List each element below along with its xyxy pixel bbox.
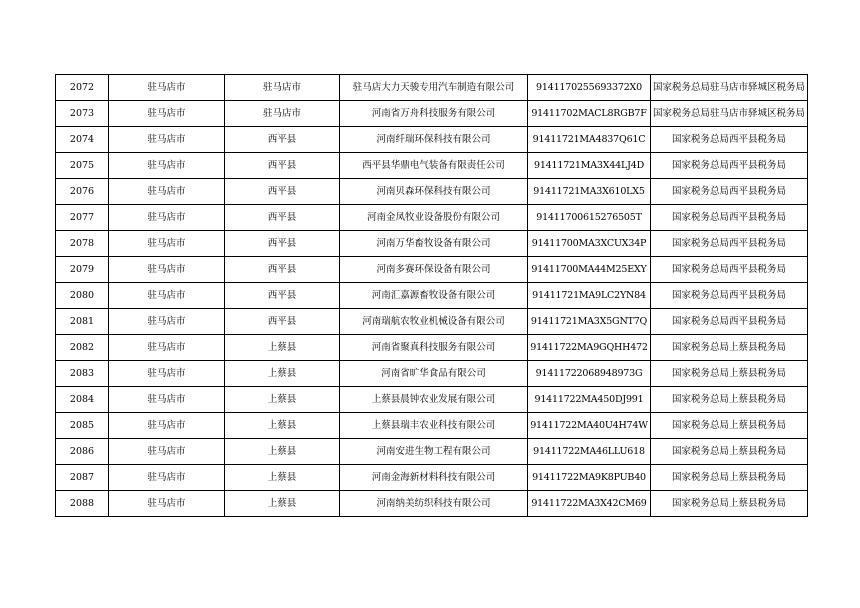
- tax-office-cell: 国家税务总局西平县税务局: [651, 127, 808, 153]
- city-cell: 驻马店市: [109, 465, 225, 491]
- company-name-cell: 上蔡县晨钟农业发展有限公司: [340, 387, 528, 413]
- table-row: [56, 465, 808, 491]
- credit-code-cell: 91411722068948973G: [528, 361, 651, 387]
- tax-office-cell: 国家税务总局西平县税务局: [651, 179, 808, 205]
- city-cell: 驻马店市: [109, 75, 225, 101]
- company-name-cell: 河南省万舟科技服务有限公司: [340, 101, 528, 127]
- row-number-cell: 2081: [56, 309, 109, 335]
- company-name-cell: 河南安进生物工程有限公司: [340, 439, 528, 465]
- county-cell: 西平县: [225, 127, 340, 153]
- tax-office-cell: 国家税务总局上蔡县税务局: [651, 439, 808, 465]
- credit-code-cell: 91411722MA9K8PUB40: [528, 465, 651, 491]
- city-cell: 驻马店市: [109, 153, 225, 179]
- tax-office-cell: 国家税务总局驻马店市驿城区税务局: [651, 101, 808, 127]
- table-row: [56, 127, 808, 153]
- county-cell: 西平县: [225, 153, 340, 179]
- table-row: [56, 361, 808, 387]
- company-name-cell: 西平县华鼎电气装备有限责任公司: [340, 153, 528, 179]
- tax-office-cell: 国家税务总局西平县税务局: [651, 257, 808, 283]
- tax-office-cell: 国家税务总局上蔡县税务局: [651, 335, 808, 361]
- table-row: [56, 179, 808, 205]
- company-name-cell: 河南金海新材料科技有限公司: [340, 465, 528, 491]
- city-cell: 驻马店市: [109, 179, 225, 205]
- row-number-cell: 2078: [56, 231, 109, 257]
- tax-office-cell: 国家税务总局驻马店市驿城区税务局: [651, 75, 808, 101]
- county-cell: 上蔡县: [225, 361, 340, 387]
- credit-code-cell: 91411722MA450DJ991: [528, 387, 651, 413]
- county-cell: 上蔡县: [225, 335, 340, 361]
- credit-code-cell: 91411722MA3X42CM69: [528, 491, 651, 517]
- city-cell: 驻马店市: [109, 387, 225, 413]
- tax-office-cell: 国家税务总局西平县税务局: [651, 205, 808, 231]
- credit-code-cell: 91411722MA40U4H74W: [528, 413, 651, 439]
- credit-code-cell: 91411722MA46LLU618: [528, 439, 651, 465]
- county-cell: 西平县: [225, 179, 340, 205]
- row-number-cell: 2084: [56, 387, 109, 413]
- row-number-cell: 2074: [56, 127, 109, 153]
- city-cell: 驻马店市: [109, 335, 225, 361]
- company-name-cell: 河南多赛环保设备有限公司: [340, 257, 528, 283]
- tax-office-cell: 国家税务总局上蔡县税务局: [651, 413, 808, 439]
- city-cell: 驻马店市: [109, 413, 225, 439]
- table-row: [56, 413, 808, 439]
- credit-code-cell: 91411721MA9LC2YN84: [528, 283, 651, 309]
- table-row: [56, 309, 808, 335]
- table-row: [56, 387, 808, 413]
- row-number-cell: 2088: [56, 491, 109, 517]
- table-row: [56, 153, 808, 179]
- row-number-cell: 2080: [56, 283, 109, 309]
- company-name-cell: 河南纤瑞环保科技有限公司: [340, 127, 528, 153]
- county-cell: 西平县: [225, 231, 340, 257]
- county-cell: 上蔡县: [225, 387, 340, 413]
- county-cell: 上蔡县: [225, 465, 340, 491]
- row-number-cell: 2072: [56, 75, 109, 101]
- city-cell: 驻马店市: [109, 361, 225, 387]
- city-cell: 驻马店市: [109, 439, 225, 465]
- table-row: [56, 75, 808, 101]
- row-number-cell: 2079: [56, 257, 109, 283]
- table-row: [56, 205, 808, 231]
- tax-office-cell: 国家税务总局西平县税务局: [651, 309, 808, 335]
- credit-code-cell: 9141170255693372X0: [528, 75, 651, 101]
- credit-code-cell: 91411702MACL8RGB7F: [528, 101, 651, 127]
- tax-office-cell: 国家税务总局上蔡县税务局: [651, 465, 808, 491]
- table-row: [56, 491, 808, 517]
- county-cell: 西平县: [225, 205, 340, 231]
- credit-code-cell: 91411722MA9GQHH472: [528, 335, 651, 361]
- county-cell: 西平县: [225, 257, 340, 283]
- table-body: [56, 75, 808, 517]
- county-cell: 驻马店市: [225, 75, 340, 101]
- row-number-cell: 2087: [56, 465, 109, 491]
- company-register-table: [55, 74, 808, 517]
- tax-office-cell: 国家税务总局上蔡县税务局: [651, 491, 808, 517]
- company-name-cell: 河南汇嘉源畜牧设备有限公司: [340, 283, 528, 309]
- table-row: [56, 335, 808, 361]
- company-name-cell: 河南瑞航农牧业机械设备有限公司: [340, 309, 528, 335]
- table-row: [56, 439, 808, 465]
- row-number-cell: 2085: [56, 413, 109, 439]
- county-cell: 上蔡县: [225, 439, 340, 465]
- table-row: [56, 101, 808, 127]
- county-cell: 驻马店市: [225, 101, 340, 127]
- tax-office-cell: 国家税务总局西平县税务局: [651, 231, 808, 257]
- city-cell: 驻马店市: [109, 231, 225, 257]
- credit-code-cell: 91411721MA3X44LJ4D: [528, 153, 651, 179]
- company-name-cell: 河南纳美纺织科技有限公司: [340, 491, 528, 517]
- tax-office-cell: 国家税务总局上蔡县税务局: [651, 361, 808, 387]
- credit-code-cell: 91411700MA44M25EXY: [528, 257, 651, 283]
- city-cell: 驻马店市: [109, 127, 225, 153]
- company-name-cell: 河南万华畜牧设备有限公司: [340, 231, 528, 257]
- company-name-cell: 河南金凤牧业设备股份有限公司: [340, 205, 528, 231]
- city-cell: 驻马店市: [109, 309, 225, 335]
- row-number-cell: 2076: [56, 179, 109, 205]
- table-row: [56, 257, 808, 283]
- row-number-cell: 2075: [56, 153, 109, 179]
- company-name-cell: 河南省旷华食品有限公司: [340, 361, 528, 387]
- row-number-cell: 2086: [56, 439, 109, 465]
- tax-office-cell: 国家税务总局上蔡县税务局: [651, 387, 808, 413]
- row-number-cell: 2077: [56, 205, 109, 231]
- tax-office-cell: 国家税务总局西平县税务局: [651, 153, 808, 179]
- credit-code-cell: 91411721MA4837Q61C: [528, 127, 651, 153]
- city-cell: 驻马店市: [109, 283, 225, 309]
- row-number-cell: 2082: [56, 335, 109, 361]
- credit-code-cell: 91411700615276505T: [528, 205, 651, 231]
- table-row: [56, 283, 808, 309]
- credit-code-cell: 91411700MA3XCUX34P: [528, 231, 651, 257]
- row-number-cell: 2073: [56, 101, 109, 127]
- tax-office-cell: 国家税务总局西平县税务局: [651, 283, 808, 309]
- county-cell: 西平县: [225, 283, 340, 309]
- credit-code-cell: 91411721MA3X610LX5: [528, 179, 651, 205]
- credit-code-cell: 91411721MA3X5GNT7Q: [528, 309, 651, 335]
- company-name-cell: 驻马店大力天骏专用汽车制造有限公司: [340, 75, 528, 101]
- county-cell: 西平县: [225, 309, 340, 335]
- city-cell: 驻马店市: [109, 205, 225, 231]
- city-cell: 驻马店市: [109, 101, 225, 127]
- row-number-cell: 2083: [56, 361, 109, 387]
- company-name-cell: 河南省聚真科技服务有限公司: [340, 335, 528, 361]
- company-name-cell: 上蔡县瑞丰农业科技有限公司: [340, 413, 528, 439]
- city-cell: 驻马店市: [109, 491, 225, 517]
- document-page: [55, 74, 805, 517]
- county-cell: 上蔡县: [225, 413, 340, 439]
- city-cell: 驻马店市: [109, 257, 225, 283]
- company-name-cell: 河南贝森环保科技有限公司: [340, 179, 528, 205]
- table-row: [56, 231, 808, 257]
- county-cell: 上蔡县: [225, 491, 340, 517]
